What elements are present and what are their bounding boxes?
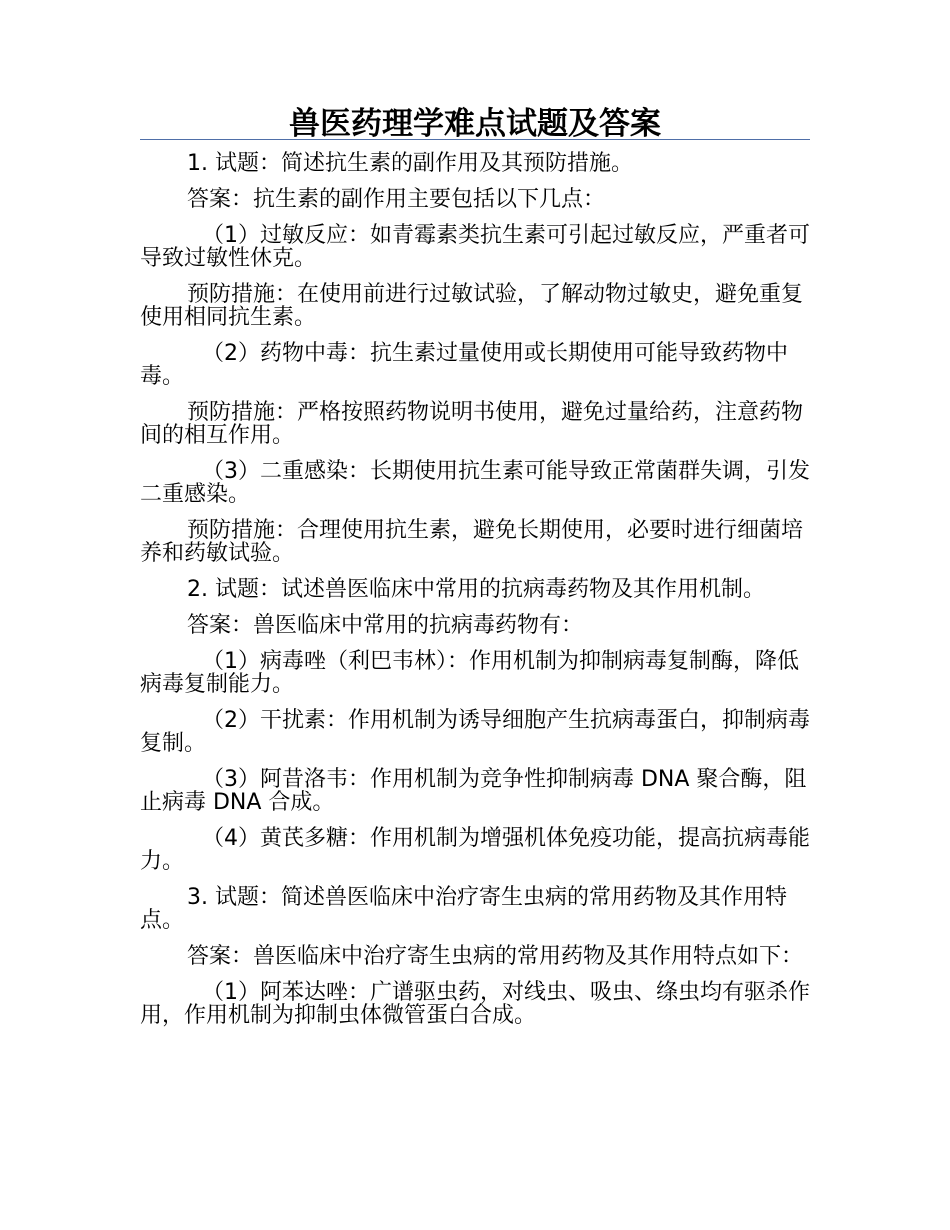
question-2: 2. 试题：试述兽医临床中常用的抗病毒药物及其作用机制。 xyxy=(187,577,765,602)
answer-1-item-1: （1）过敏反应：如青霉素类抗生素可引起过敏反应，严重者可导致过敏性休克。 xyxy=(140,223,810,271)
document-title: 兽医药理学难点试题及答案 xyxy=(289,106,661,142)
answer-1-prevention-2: 预防措施：严格按照药物说明书使用，避免过量给药，注意药物间的相互作用。 xyxy=(140,400,804,448)
title-underline xyxy=(140,139,810,140)
answer-1-item-2: （2）药物中毒：抗生素过量使用或长期使用可能导致药物中毒。 xyxy=(140,341,788,389)
answer-3-intro: 答案：兽医临床中治疗寄生虫病的常用药物及其作用特点如下： xyxy=(187,944,804,969)
answer-2-intro: 答案：兽医临床中常用的抗病毒药物有： xyxy=(187,613,584,638)
answer-2-item-3: （3）阿昔洛韦：作用机制为竞争性抑制病毒 DNA 聚合酶，阻止病毒 DNA 合成。 xyxy=(140,767,807,815)
answer-1-prevention-1: 预防措施：在使用前进行过敏试验，了解动物过敏史，避免重复使用相同抗生素。 xyxy=(140,282,804,330)
answer-1-item-3: （3）二重感染：长期使用抗生素可能导致正常菌群失调，引发二重感染。 xyxy=(140,459,810,507)
question-1: 1. 试题：简述抗生素的副作用及其预防措施。 xyxy=(187,151,633,176)
question-3: 3. 试题：简述兽医临床中治疗寄生虫病的常用药物及其作用特点。 xyxy=(140,885,787,933)
answer-2-item-2: （2）干扰素：作用机制为诱导细胞产生抗病毒蛋白，抑制病毒复制。 xyxy=(140,708,810,756)
answer-2-item-4: （4）黄芪多糖：作用机制为增强机体免疫功能，提高抗病毒能力。 xyxy=(140,826,810,874)
answer-2-item-1: （1）病毒唑（利巴韦林）：作用机制为抑制病毒复制酶，降低病毒复制能力。 xyxy=(140,649,799,697)
answer-3-item-1: （1）阿苯达唑：广谱驱虫药，对线虫、吸虫、绦虫均有驱杀作用，作用机制为抑制虫体微管蛋白合成。 xyxy=(140,980,810,1028)
document-body xyxy=(140,152,810,1040)
answer-1-prevention-3: 预防措施：合理使用抗生素，避免长期使用，必要时进行细菌培养和药敏试验。 xyxy=(140,518,804,566)
answer-1-intro: 答案：抗生素的副作用主要包括以下几点： xyxy=(187,187,606,212)
